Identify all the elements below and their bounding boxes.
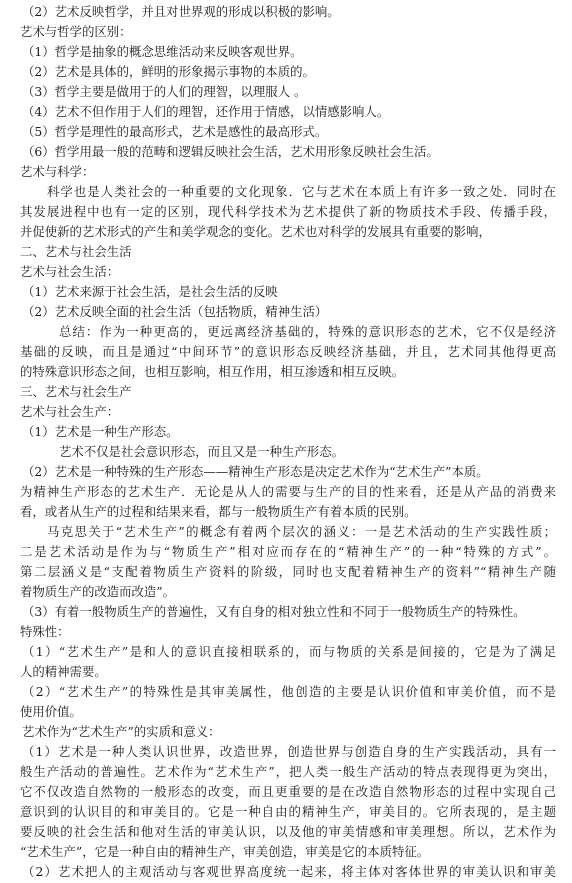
text-line: 意识到的认识目的和审美目的。它是一种自由的精神生产，审美目的。它所表现的，是主题 [20, 804, 556, 819]
text-line: 般生产活动的普遍性。艺术作为“艺术生产”，把人类一般生产活动的特点表现得更为突出， [20, 764, 556, 779]
text-line: （2）艺术把人的主观活动与客观世界高度统一起来，将主体对客体世界的审美认识和审美 [22, 864, 556, 879]
text-line: 艺术作为“艺术生产”的实质和意义： [22, 724, 221, 739]
text-line: （2）艺术反映哲学，并且对世界观的形成以积极的影响。 [22, 4, 340, 19]
text-line: （1）哲学是抽象的概念思维活动来反映客观世界。 [22, 44, 303, 59]
text-line: 二、艺术与社会生活 [20, 244, 132, 259]
text-line: （1）“艺术生产”是和人的意识直接相联系的，而与物质的关系是间接的，它是为了满足 [22, 644, 556, 659]
text-line: 着物质生产的改造而改造”。 [20, 584, 176, 599]
text-line: 使用价值。 [20, 704, 82, 719]
text-line: 并促使新的艺术形式的产生和美学观念的变化。艺术也对科学的发展具有重要的影响， [20, 224, 491, 239]
text-line: 看，或者从生产的过程和结果来看，都与一般物质生产有着本质的民别。 [20, 504, 417, 519]
text-line: 它不仅改造自然物的一般形态的改变，而且更重要的是在改造自然物形态的过程中实现自己 [20, 784, 556, 799]
text-line: 其发展进程中也有一定的区别，现代科学技术为艺术提供了新的物质技术手段、传播手段， [20, 204, 556, 219]
text-line: 艺术与社会生活： [20, 264, 120, 279]
text-line: 要反映的社会生活和他对生活的审美认识，以及他的审美情感和审美理想。所以，艺术作为 [20, 824, 556, 839]
text-line: 总结：作为一种更高的，更远离经济基础的，特殊的意识形态的艺术，它不仅是经济 [59, 324, 556, 339]
text-line: 人的精神需要。 [20, 664, 107, 679]
text-line: （3）哲学主要是做用于的人们的理智，以理服人 。 [22, 84, 307, 99]
text-line: “艺术生产”，它是一种自由的精神生产，审美创造，审美是它的本质特征。 [20, 844, 430, 859]
text-line: 基础的反映，而且是通过“中间环节”的意识形态反映经济基础，并且，艺术同其他得更高 [20, 344, 556, 359]
text-line: 艺术不仅是社会意识形态，而且又是一种生产形态。 [59, 444, 344, 459]
text-line: （2）“艺术生产”的特殊性是其审美属性，他创造的主要是认识价值和审美价值，而不是 [22, 684, 556, 699]
text-line: 马克思关于“艺术生产”的概念有着两个层次的涵义：一是艺术活动的生产实践性质； [47, 524, 556, 539]
text-line: 二是艺术活动是作为与“物质生产”相对应而存在的“精神生产”的一种“特殊的方式”。 [20, 544, 556, 559]
text-line: （3）有着一般物质生产的普遍性，又有自身的相对独立性和不同于一般物质生产的特殊性。 [22, 604, 526, 619]
text-line: 特殊性： [20, 624, 70, 639]
text-line: 的特殊意识形态之间，也相互影响，相互作用，相互渗透和相互反映。 [20, 364, 405, 379]
text-line: （2）艺术反映全面的社会生活（包括物质，精神生活） [22, 304, 328, 319]
text-line: （2）艺术是具体的，鲜明的形象揭示事物的本质的。 [22, 64, 315, 79]
text-line: 艺术与科学： [20, 164, 95, 179]
text-line: （6）哲学用最一般的范畴和逻辑反映社会生活，艺术用形象反映社会生活。 [22, 144, 439, 159]
text-line: 艺术与哲学的区别： [20, 24, 132, 39]
text-line: （4）艺术不但作用于人们的理智，还作用于情感，以情感影响人。 [22, 104, 390, 119]
text-line: （1）艺术是一种生产形态。 [22, 424, 179, 439]
text-line: 艺术与社会生产： [20, 404, 120, 419]
text-line: （1）艺术来源于社会生活，是社会生活的反映 [22, 284, 278, 299]
text-line: （2）艺术是一种特殊的生产形态——精神生产形态是决定艺术作为“艺术生产”本质。 [22, 464, 489, 479]
text-line: 科学也是人类社会的一种重要的文化现象．它与艺术在本质上有许多一致之处．同时在 [47, 184, 556, 199]
text-line: 第二层涵义是“支配着物质生产资料的阶级，同时也支配着精神生产的资料”“精神生产随 [20, 564, 556, 579]
text-line: （5）哲学是理性的最高形式，艺术是感性的最高形式。 [22, 124, 328, 139]
text-line: （1）艺术是一种人类认识世界，改造世界，创造世界与创造自身的生产实践活动，具有一 [22, 744, 556, 759]
text-line: 三、艺术与社会生产 [20, 384, 132, 399]
text-line: 为精神生产形态的艺术生产．无论是从人的需要与生产的目的性来看，还是从产品的消费来 [20, 484, 556, 499]
